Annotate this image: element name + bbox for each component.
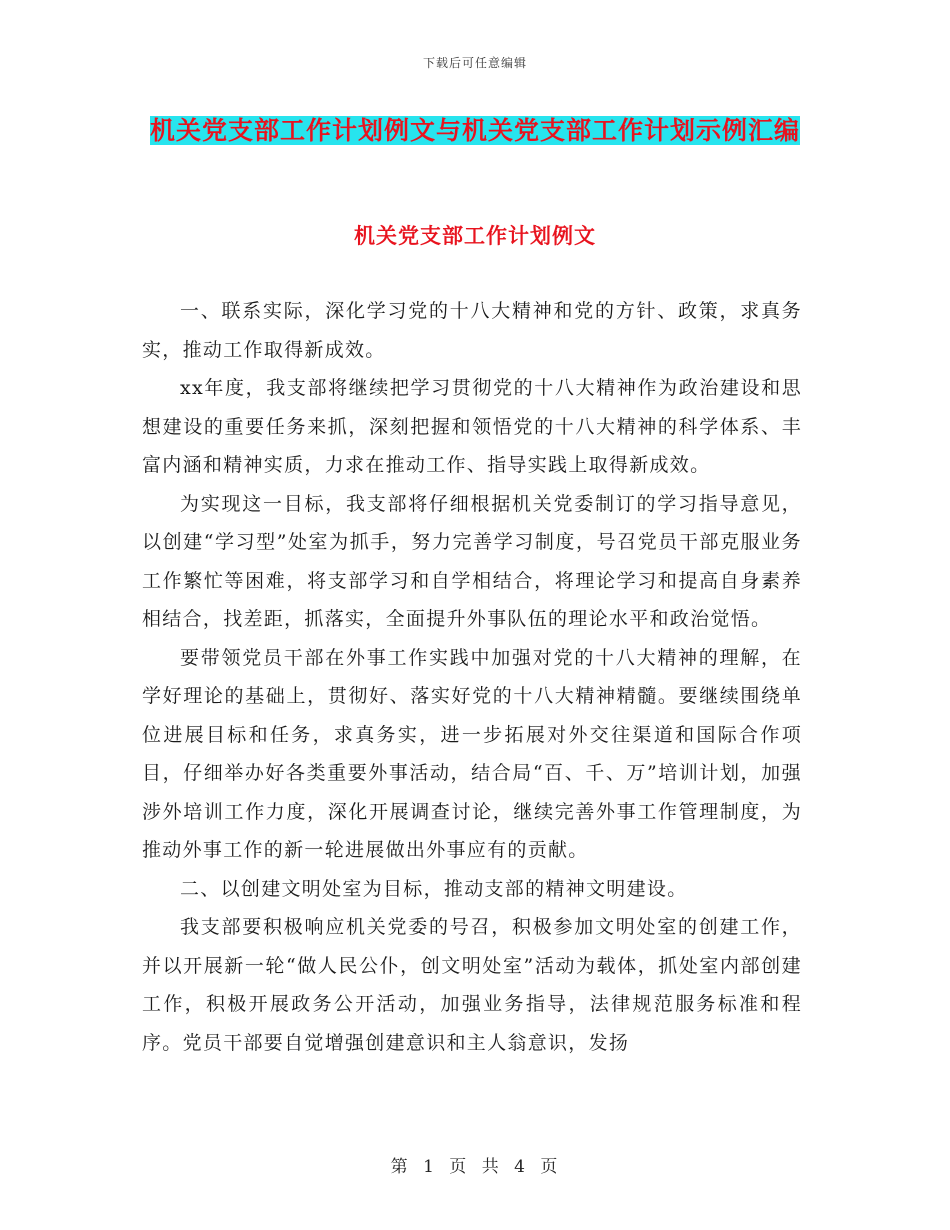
document-title [140, 108, 810, 154]
document-title-text: 机关党支部工作计划例文与机关党支部工作计划示例汇编 [149, 116, 800, 145]
current-page-number: 1 [423, 1157, 436, 1177]
paragraph: xx年度，我支部将继续把学习贯彻党的十八大精神作为政治建设和思想建设的重要任务来抓，深刻把握和领悟党的十八大精神的科学体系、丰富内涵和精神实质，力求在推动工作、指导实践上取得新成效。 [142, 377, 802, 476]
footer-label-gong: 共 [481, 1157, 501, 1177]
paragraph: 要带领党员干部在外事工作实践中加强对党的十八大精神的理解，在学好理论的基础上，贯彻好、落实好党的十八大精神精髓。要继续围绕单位进展目标和任务，求真务实，进一步拓展对外交往渠道和国际合作项目，仔细举办好各类重要外事活动，结合局“百、千、万”培训计划，加强涉外培训工作力度，深化开展调查讨论，继续完善外事工作管理制度，为推动外事工作的新一轮进展做出外事应有的贡献。 [142, 646, 802, 861]
paragraph: 为实现这一目标，我支部将仔细根据机关党委制订的学习指导意见，以创建“学习型”处室为抓手，努力完善学习制度，号召党员干部克服业务工作繁忙等困难，将支部学习和自学相结合，将理论学习和提高自身素养相结合，找差距，抓落实，全面提升外事队伍的理论水平和政治觉悟。 [142, 492, 802, 630]
paragraph: 二、以创建文明处室为目标，推动支部的精神文明建设。 [180, 877, 688, 900]
page-footer [0, 1152, 950, 1177]
header-note: 下载后可任意编辑 [422, 56, 527, 70]
section-title: 机关党支部工作计划例文 [354, 223, 596, 248]
footer-label-ye-2: 页 [540, 1157, 560, 1177]
total-page-count: 4 [514, 1157, 527, 1177]
document-body [142, 292, 802, 1062]
footer-label-di: 第 [390, 1157, 410, 1177]
paragraph: 我支部要积极响应机关党委的号召，积极参加文明处室的创建工作，并以开展新一轮“做人民公仆，创文明处室”活动为载体，抓处室内部创建工作，积极开展政务公开活动，加强业务指导，法律规范服务标准和程序。党员干部要自觉增强创建意识和主人翁意识，发扬 [142, 916, 802, 1054]
footer-label-ye: 页 [449, 1157, 469, 1177]
paragraph: 一、联系实际，深化学习党的十八大精神和党的方针、政策，求真务实，推动工作取得新成效。 [142, 300, 802, 361]
